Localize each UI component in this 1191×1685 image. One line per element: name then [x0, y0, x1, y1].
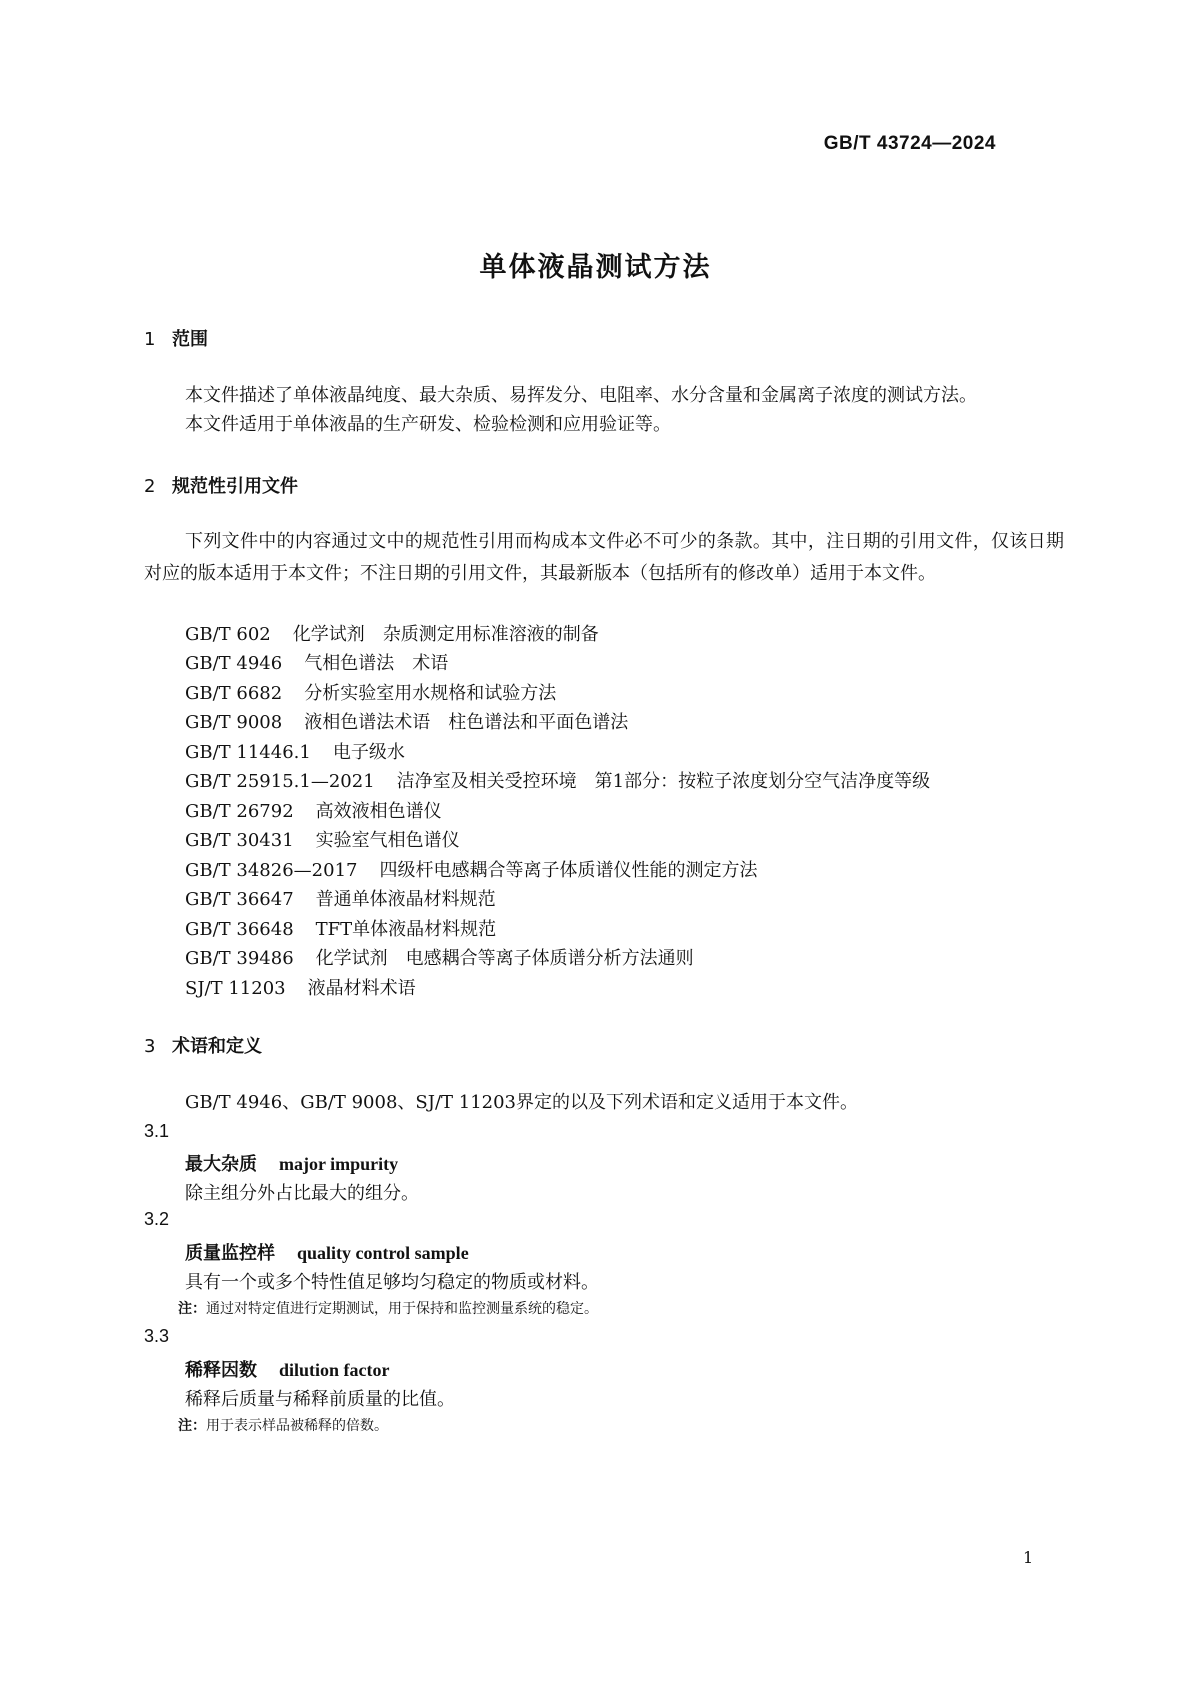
reference-item — [185, 738, 405, 764]
section-heading-terms — [144, 1032, 262, 1058]
scope-paragraph-2: 本文件适用于单体液晶的生产研发、检验检测和应用验证等。 — [185, 414, 671, 435]
reference-item — [185, 826, 460, 852]
reference-code: GB/T 9008 — [185, 712, 283, 733]
reference-item — [185, 679, 556, 705]
reference-title: TFT单体液晶材料规范 — [315, 919, 497, 940]
normative-refs-intro: 下列文件中的内容通过文中的规范性引用而构成本文件必不可少的条款。其中，注日期的引用文件，仅该日期对应的版本适用于本文件；不注日期的引用文件，其最新版本（包括所有的修改单）适用于本文件。 — [144, 531, 1064, 584]
note-label: 注： — [178, 1301, 206, 1317]
reference-code: GB/T 602 — [185, 624, 271, 645]
reference-title: 普通单体液晶材料规范 — [315, 889, 496, 910]
standard-number: GB/T 43724—2024 — [823, 133, 996, 154]
reference-code: GB/T 11446.1 — [185, 742, 311, 763]
reference-code: GB/T 36647 — [185, 889, 294, 910]
reference-code: GB/T 6682 — [185, 683, 283, 704]
reference-code: GB/T 39486 — [185, 948, 294, 969]
reference-code: GB/T 36648 — [185, 919, 294, 940]
reference-code: GB/T 30431 — [185, 830, 294, 851]
reference-item — [185, 856, 757, 882]
term-note — [178, 1415, 388, 1435]
term-zh: 质量监控样 — [185, 1243, 275, 1264]
note-text: 用于表示样品被稀释的倍数。 — [206, 1418, 388, 1434]
reference-title: 化学试剂 杂质测定用标准溶液的制备 — [292, 624, 599, 645]
terms-intro: GB/T 4946、GB/T 9008、SJ/T 11203界定的以及下列术语和定义适用于本文件。 — [185, 1092, 859, 1113]
reference-item — [185, 649, 448, 675]
section-number: 1 — [144, 329, 156, 350]
section-title: 规范性引用文件 — [172, 476, 298, 497]
term-zh: 稀释因数 — [185, 1360, 257, 1381]
reference-item — [185, 797, 442, 823]
term-entry — [185, 1150, 398, 1176]
term-en: major impurity — [279, 1154, 399, 1174]
note-text: 通过对特定值进行定期测试，用于保持和监控测量系统的稳定。 — [206, 1301, 598, 1317]
reference-title: 分析实验室用水规格和试验方法 — [304, 683, 557, 704]
term-number: 3.2 — [144, 1209, 170, 1229]
term-definition: 除主组分外占比最大的组分。 — [185, 1183, 419, 1204]
section-title: 术语和定义 — [172, 1036, 262, 1057]
reference-title: 实验室气相色谱仪 — [315, 830, 460, 851]
reference-item — [185, 708, 628, 734]
term-number: 3.3 — [144, 1326, 170, 1346]
reference-code: GB/T 25915.1—2021 — [185, 771, 375, 792]
reference-title: 化学试剂 电感耦合等离子体质谱分析方法通则 — [315, 948, 694, 969]
reference-title: 液晶材料术语 — [307, 978, 416, 999]
term-definition: 稀释后质量与稀释前质量的比值。 — [185, 1389, 455, 1410]
term-number: 3.1 — [144, 1121, 170, 1141]
page-number: 1 — [1023, 1548, 1034, 1567]
section-number: 3 — [144, 1036, 156, 1057]
term-note — [178, 1298, 598, 1318]
term-zh: 最大杂质 — [185, 1154, 257, 1175]
reference-title: 四级杆电感耦合等离子体质谱仪性能的测定方法 — [379, 860, 758, 881]
reference-item — [185, 767, 930, 793]
reference-title: 洁净室及相关受控环境 第1部分：按粒子浓度划分空气洁净度等级 — [396, 771, 931, 792]
reference-title: 液相色谱法术语 柱色谱法和平面色谱法 — [304, 712, 629, 733]
section-title: 范围 — [172, 329, 208, 350]
term-entry — [185, 1356, 390, 1382]
reference-item — [185, 620, 599, 646]
term-en: quality control sample — [297, 1243, 469, 1263]
reference-code: GB/T 26792 — [185, 801, 294, 822]
section-number: 2 — [144, 476, 156, 497]
term-en: dilution factor — [279, 1360, 390, 1380]
document-title: 单体液晶测试方法 — [479, 252, 712, 283]
term-definition: 具有一个或多个特性值足够均匀稳定的物质或材料。 — [185, 1272, 599, 1293]
reference-code: GB/T 4946 — [185, 653, 283, 674]
section-heading-normative-refs — [144, 472, 298, 498]
note-label: 注： — [178, 1418, 206, 1434]
reference-code: SJ/T 11203 — [185, 978, 286, 999]
reference-item — [185, 944, 694, 970]
section-heading-scope — [144, 325, 208, 351]
reference-item — [185, 885, 496, 911]
reference-item — [185, 915, 496, 941]
reference-code: GB/T 34826—2017 — [185, 860, 358, 881]
scope-paragraph-1: 本文件描述了单体液晶纯度、最大杂质、易挥发分、电阻率、水分含量和金属离子浓度的测试方法。 — [185, 385, 977, 406]
reference-item — [185, 974, 416, 1000]
reference-title: 电子级水 — [332, 742, 405, 763]
reference-title: 高效液相色谱仪 — [315, 801, 442, 822]
reference-title: 气相色谱法 术语 — [304, 653, 449, 674]
term-entry — [185, 1239, 469, 1265]
